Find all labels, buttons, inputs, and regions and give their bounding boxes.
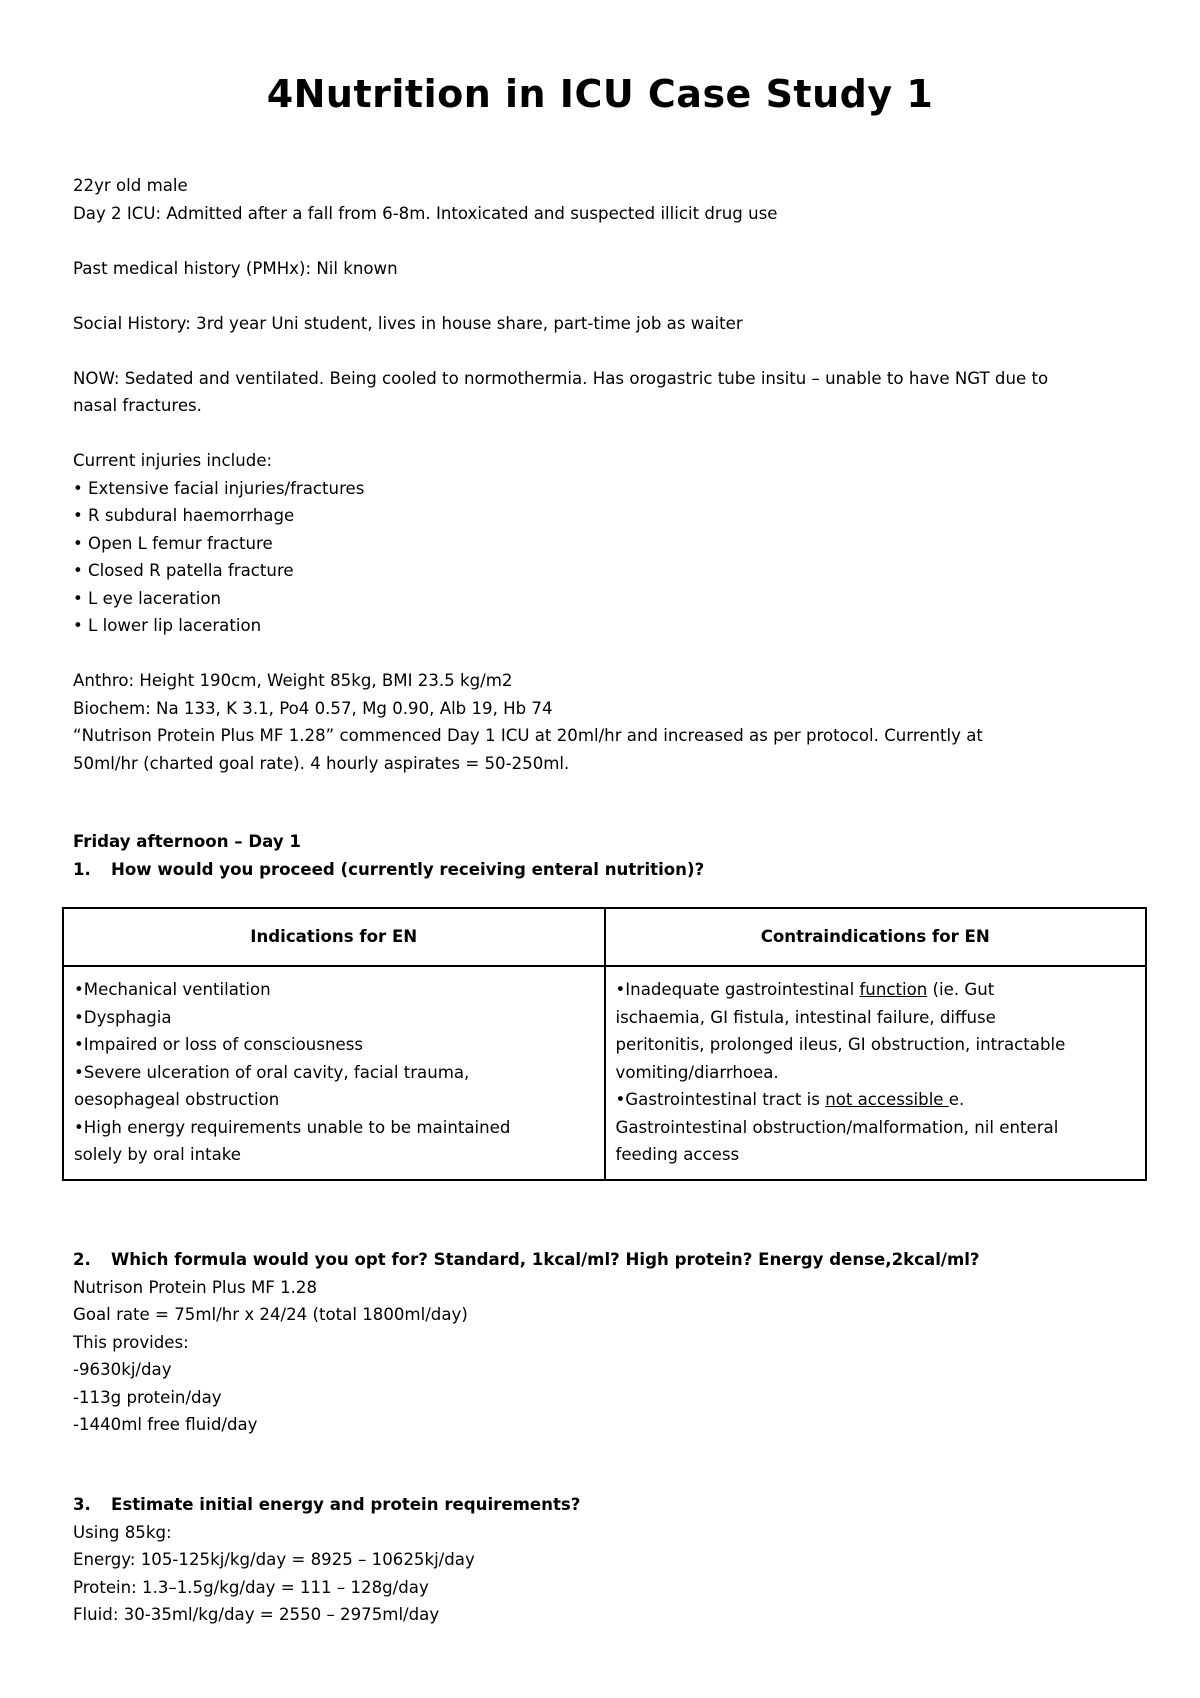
injury-item: • Open L femur fracture xyxy=(73,533,273,553)
section-1 xyxy=(73,828,1153,883)
indication-item: •Severe ulceration of oral cavity, facial trauma, xyxy=(74,1062,470,1082)
contraindication-line: feeding access xyxy=(615,1145,740,1164)
current-status-line-2: nasal fractures. xyxy=(73,396,202,415)
injury-item: • Extensive facial injuries/fractures xyxy=(73,478,365,498)
injury-item: • L lower lip laceration xyxy=(73,616,262,635)
injury-item: • L eye laceration xyxy=(73,588,221,608)
answer-3-line: Using 85kg: xyxy=(73,1522,172,1542)
question-2 xyxy=(73,1246,1153,1274)
feed-details-line-2: 50ml/hr (charted goal rate). 4 hourly aspirates = 50-250ml. xyxy=(73,753,570,773)
underlined-text: not accessible xyxy=(825,1090,949,1109)
question-3-text: Estimate initial energy and protein requirements? xyxy=(111,1495,581,1514)
injury-item: • R subdural haemorrhage xyxy=(73,506,295,525)
answer-2-line: -9630kj/day xyxy=(73,1360,172,1379)
biochemistry: Biochem: Na 133, K 3.1, Po4 0.57, Mg 0.90, Alb 19, Hb 74 xyxy=(73,698,553,718)
answer-3-line: Energy: 105-125kj/kg/day = 8925 – 10625kj/day xyxy=(73,1550,475,1569)
answer-2-line: -1440ml free fluid/day xyxy=(73,1415,258,1434)
answer-2-line: This provides: xyxy=(73,1332,189,1352)
indication-item: solely by oral intake xyxy=(74,1145,242,1164)
patient-age-sex: 22yr old male xyxy=(73,176,188,195)
feed-details-line-1: “Nutrison Protein Plus MF 1.28” commenced Day 1 ICU at 20ml/hr and increased as per protocol. Currently at xyxy=(73,726,983,745)
contraindication-line: •Gastrointestinal tract is not accessible e. xyxy=(615,1090,965,1109)
answer-2-line: Goal rate = 75ml/hr x 24/24 (total 1800ml/day) xyxy=(73,1305,468,1324)
contraindication-line: •Inadequate gastrointestinal function (ie. Gut xyxy=(615,980,995,999)
question-1-number: 1. xyxy=(73,859,91,879)
injuries-heading: Current injuries include: xyxy=(73,451,273,470)
en-indications-table xyxy=(62,907,1147,1181)
indication-item: •Dysphagia xyxy=(74,1007,172,1027)
indication-item: •High energy requirements unable to be maintained xyxy=(74,1117,511,1137)
table-header-indications: Indications for EN xyxy=(63,908,605,966)
answer-2-line: -113g protein/day xyxy=(73,1387,222,1407)
section-1-heading: Friday afternoon – Day 1 xyxy=(73,832,301,851)
case-details xyxy=(73,172,1153,777)
answer-2-line: Nutrison Protein Plus MF 1.28 xyxy=(73,1277,318,1297)
indications-cell xyxy=(63,966,605,1180)
question-2-number: 2. xyxy=(73,1250,91,1269)
section-3 xyxy=(73,1491,1153,1629)
underlined-text: function xyxy=(859,980,928,999)
question-2-text: Which formula would you opt for? Standard, 1kcal/ml? High protein? Energy dense,2kcal/ml? xyxy=(111,1250,980,1269)
injury-item: • Closed R patella fracture xyxy=(73,561,294,580)
answer-3-line: Fluid: 30-35ml/kg/day = 2550 – 2975ml/day xyxy=(73,1605,440,1624)
anthropometry: Anthro: Height 190cm, Weight 85kg, BMI 23.5 kg/m2 xyxy=(73,671,513,690)
contraindication-line: peritonitis, prolonged ileus, GI obstruction, intractable xyxy=(615,1035,1066,1054)
indication-item: •Impaired or loss of consciousness xyxy=(74,1035,363,1054)
section-2 xyxy=(73,1246,1153,1439)
current-status-line-1: NOW: Sedated and ventilated. Being cooled to normothermia. Has orogastric tube insitu – unable to have NGT due to xyxy=(73,368,1049,388)
contraindication-line: vomiting/diarrhoea. xyxy=(615,1062,779,1082)
question-1-text: How would you proceed (currently receiving enteral nutrition)? xyxy=(111,859,705,879)
indication-item: oesophageal obstruction xyxy=(74,1090,280,1109)
page-title: 4Nutrition in ICU Case Study 1 xyxy=(266,72,934,116)
indication-item: •Mechanical ventilation xyxy=(74,980,271,999)
question-3-number: 3. xyxy=(73,1495,91,1514)
contraindication-line: Gastrointestinal obstruction/malformation, nil enteral xyxy=(615,1117,1059,1137)
contraindication-line: ischaemia, GI fistula, intestinal failure, diffuse xyxy=(615,1007,996,1027)
question-1 xyxy=(73,856,1153,884)
table-header-contraindications: Contraindications for EN xyxy=(605,908,1147,966)
contraindications-cell xyxy=(605,966,1147,1180)
past-medical-history: Past medical history (PMHx): Nil known xyxy=(73,258,398,278)
social-history: Social History: 3rd year Uni student, lives in house share, part-time job as waiter xyxy=(73,313,743,333)
admission-details: Day 2 ICU: Admitted after a fall from 6-8m. Intoxicated and suspected illicit drug use xyxy=(73,203,778,223)
answer-3-line: Protein: 1.3–1.5g/kg/day = 111 – 128g/day xyxy=(73,1577,429,1597)
question-3 xyxy=(73,1491,1153,1519)
